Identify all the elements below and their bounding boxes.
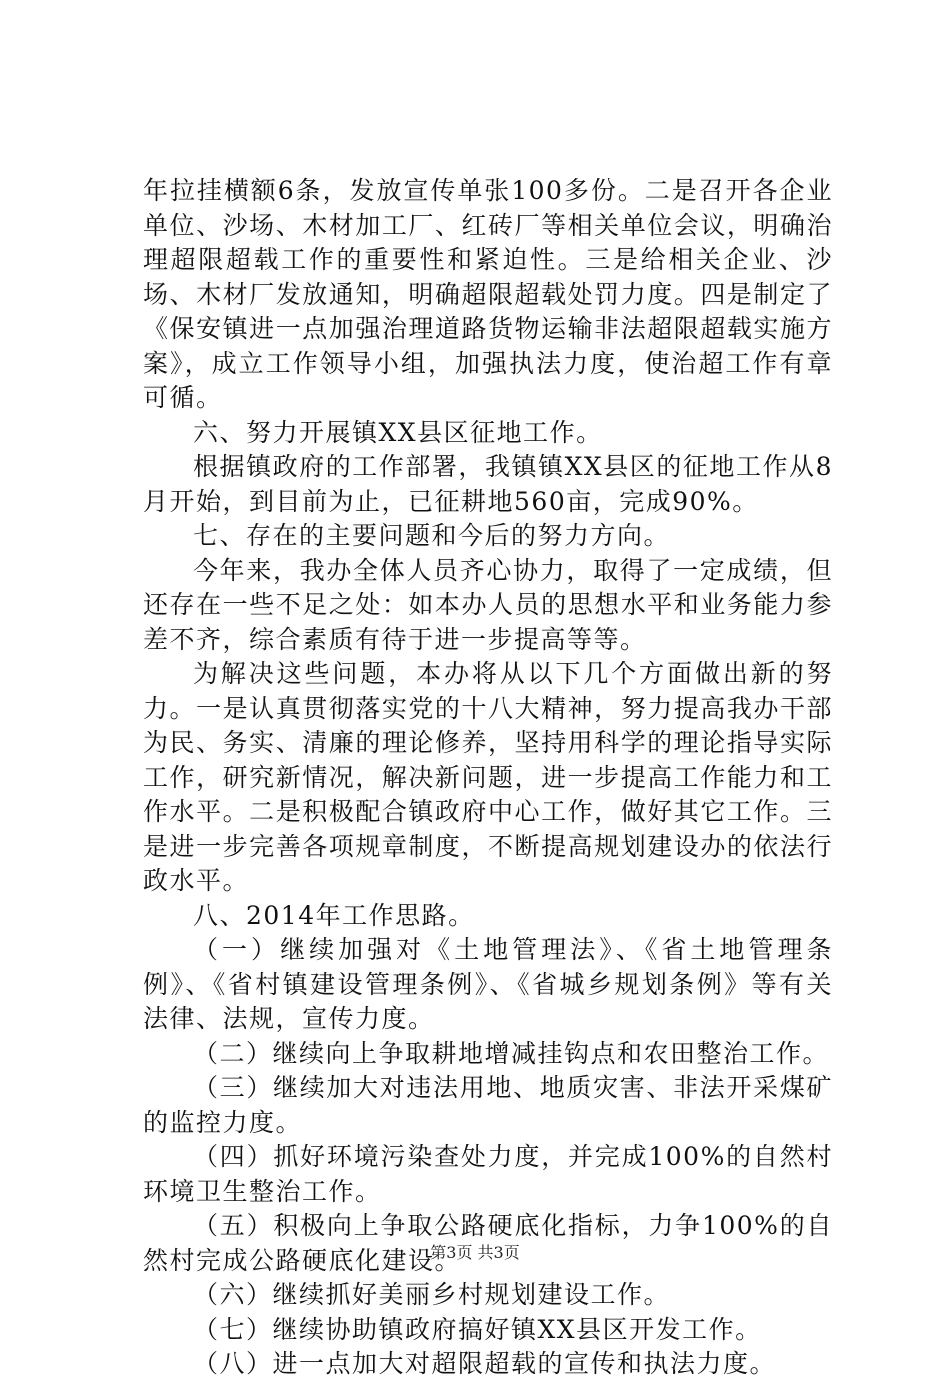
section-heading-7: 七、存在的主要问题和今后的努力方向。: [193, 521, 671, 550]
plan-item-5: （五）积极向上争取公路硬底化指标，力争100%的自然村完成公路硬底化建设。: [143, 1211, 833, 1275]
section-heading-8: 八、2014年工作思路。: [193, 900, 475, 930]
section-heading-6: 六、努力开展镇XX县区征地工作。: [193, 417, 603, 447]
page-number-footer: 第3页 共3页: [430, 1243, 520, 1262]
paragraph-problems: 今年来，我办全体人员齐心协力，取得了一定成绩，但还存在一些不足之处：如本办人员的思想水平和业务能力参差不齐，综合素质有待于进一步提高等等。: [143, 555, 833, 654]
plan-item-1: （一）继续加强对《土地管理法》、《省土地管理条例》、《省村镇建设管理条例》、《省城乡规划条例》等有关法律、法规，宣传力度。: [143, 935, 833, 1033]
plan-item-2: （二）继续向上争取耕地增减挂钩点和农田整治工作。: [193, 1038, 830, 1068]
plan-item-6: （六）继续抓好美丽乡村规划建设工作。: [193, 1280, 671, 1309]
plan-item-3: （三）继续加大对违法用地、地质灾害、非法开采煤矿的监控力度。: [143, 1073, 833, 1137]
plan-item-4: （四）抓好环境污染查处力度，并完成100%的自然村环境卫生整治工作。: [143, 1142, 833, 1206]
document-body: [143, 174, 833, 1382]
paragraph-land-acquisition: 根据镇政府的工作部署，我镇镇XX县区的征地工作从8月开始，到目前为止，已征耕地560亩，完成90%。: [143, 452, 833, 516]
plan-item-8: （八）进一点加大对超限超载的宣传和执法力度。: [193, 1349, 777, 1378]
paragraph-continuation: 年拉挂横额6条，发放宣传单张100多份。二是召开各企业单位、沙场、木材加工厂、红砖厂等相关单位会议，明确治理超限超载工作的重要性和紧迫性。三是给相关企业、沙场、木材厂发放通知，明确超限超载处罚力度。四是制定了《保安镇进一点加强治理道路货物运输非法超限超载实施方案》，成立工作领导小组，加强执法力度，使治超工作有章可循。: [143, 176, 833, 412]
paragraph-efforts: 为解决这些问题，本办将从以下几个方面做出新的努力。一是认真贯彻落实党的十八大精神，努力提高我办干部为民、务实、清廉的理论修养，坚持用科学的理论指导实际工作，研究新情况，解决新问题，进一步提高工作能力和工作水平。二是积极配合镇政府中心工作，做好其它工作。三是进一步完善各项规章制度，不断提高规划建设办的依法行政水平。: [143, 659, 833, 895]
plan-item-7: （七）继续协助镇政府搞好镇XX县区开发工作。: [193, 1314, 762, 1344]
